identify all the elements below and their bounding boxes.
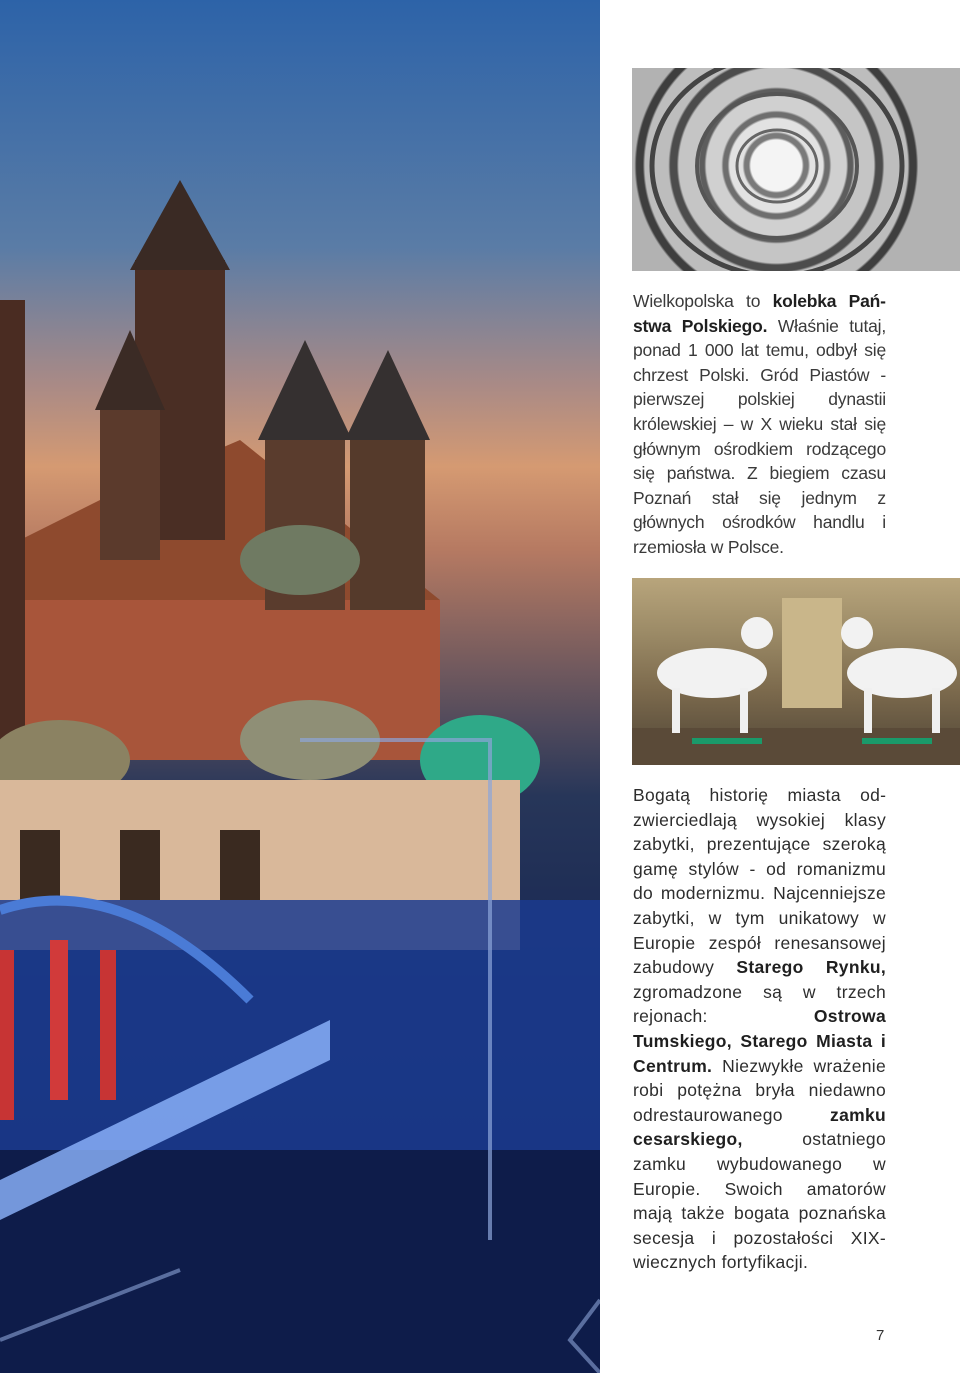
- p2-text-e: Niezwykłe wrażenie robi potężna bryła niedawno odrestaurowanego: [633, 1055, 886, 1125]
- spiral-staircase-illustration: [632, 68, 960, 271]
- p1-text-c: Właśnie tutaj, ponad 1 000 lat temu, odbył się chrzest Polski. Gród Piastów - pierwszej polskiej dynastii królewskiej – w X wieku stał się głównym ośrodkiem rodzącego się państwa. Z biegiem czasu Poznań stał się jednym z głównych ośrodków handlu i rzemiosła w Polsce.: [633, 315, 887, 557]
- p2-bold-districts: Ostrowa Tumskiego, Starego Miasta i Centrum.: [633, 1006, 886, 1076]
- p1-text-a: Wielkopolska to: [633, 291, 773, 311]
- intro-paragraph: [633, 289, 886, 560]
- goats-photo: [632, 578, 960, 765]
- p2-bold-old-market: Starego Rynku,: [736, 957, 886, 978]
- p2-text-c: zgromadzone są w trzech rejonach:: [633, 981, 886, 1027]
- monuments-paragraph: [633, 783, 886, 1275]
- spiral-staircase-photo: [632, 68, 960, 271]
- p2-bold-castle: zamku cesarskiego,: [633, 1104, 886, 1150]
- p2-text-g: ostatniego zamku wybudowanego w Europie. Swoich amatorów mają także bogata poznańska secesja i pozostałości XIX-wiecznych fortyfikacji.: [633, 1129, 886, 1273]
- p1-bold-cradle: kolebka Państwa Polskiego.: [633, 291, 886, 336]
- p2-text-a: Bogatą historię miasta odzwierciedlają wysokiej klasy zabytki, prezentujące szeroką gamę stylów - od romanizmu do modernizmu. Najcenniejsze zabytki, w tym unikatowy w Europie zespół renesansowej zabudowy: [633, 785, 886, 978]
- page-number: 7: [876, 1327, 885, 1344]
- goats-illustration: [632, 578, 960, 765]
